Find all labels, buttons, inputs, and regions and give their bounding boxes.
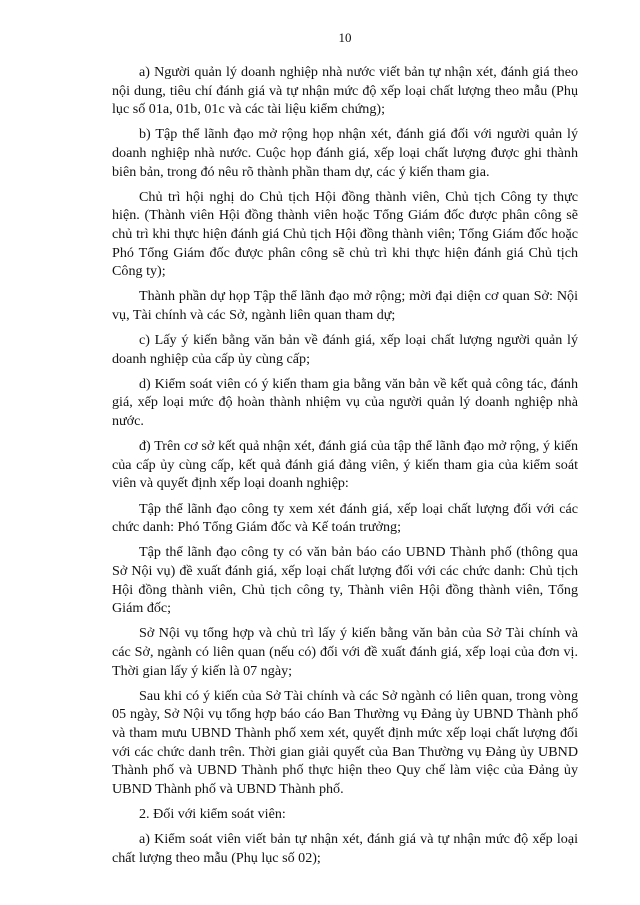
paragraph-attendees: Thành phần dự họp Tập thể lãnh đạo mở rộng; mời đại diện cơ quan Sở: Nội vụ, Tài chính và các Sở, ngành liên quan tham dự; [112, 288, 578, 323]
paragraph-1dd: đ) Trên cơ sở kết quả nhận xét, đánh giá của tập thể lãnh đạo mở rộng, ý kiến của cấp ủy cùng cấp, kết quả đánh giá đảng viên, ý kiến tham gia của kiểm soát viên và quyết định xếp loại doanh nghiệp: [112, 438, 578, 492]
paragraph-chair: Chủ trì hội nghị do Chủ tịch Hội đồng thành viên, Chủ tịch Công ty thực hiện. (Thành viên Hội đồng thành viên hoặc Tổng Giám đốc được phân công sẽ chủ trì khi thực hiện đánh giá Chủ tịch Hội đồng thành viên; Tổng Giám đốc hoặc Phó Tổng Giám đốc được phân công sẽ chủ trì khi thực hiện đánh giá Chủ tịch Công ty); [112, 188, 578, 280]
paragraph-decision: Sau khi có ý kiến của Sở Tài chính và các Sở ngành có liên quan, trong vòng 05 ngày, Sở Nội vụ tổng hợp báo cáo Ban Thường vụ Đảng ủy UBND Thành phố và tham mưu UBND Thành phố xem xét, quyết định mức xếp loại chất lượng đối với các chức danh trên. Thời gian giải quyết của Ban Thường vụ Đảng ủy UBND Thành phố và UBND Thành phố thực hiện theo Quy chế làm việc của Đảng ủy UBND Thành phố và UBND Thành phố. [112, 687, 578, 797]
paragraph-1b: b) Tập thể lãnh đạo mở rộng họp nhận xét, đánh giá đối với người quản lý doanh nghiệp nhà nước. Cuộc họp đánh giá, xếp loại chất lượng được ghi thành biên bản, trong đó nêu rõ thành phần tham dự, các ý kiến tham gia. [112, 126, 578, 180]
paragraph-1a: a) Người quản lý doanh nghiệp nhà nước viết bản tự nhận xét, đánh giá theo nội dung, tiêu chí đánh giá và tự nhận mức độ xếp loại chất lượng theo mẫu (Phụ lục số 01a, 01b, 01c và các tài liệu kiểm chứng); [112, 64, 578, 118]
section-heading-2: 2. Đối với kiểm soát viên: [139, 805, 286, 822]
paragraph-1d: d) Kiểm soát viên có ý kiến tham gia bằng văn bản về kết quả công tác, đánh giá, xếp loại mức độ hoàn thành nhiệm vụ của người quản lý doanh nghiệp nhà nước. [112, 375, 578, 430]
page-number: 10 [338, 30, 352, 45]
paragraph-2a: a) Kiểm soát viên viết bản tự nhận xét, đánh giá và tự nhận mức độ xếp loại chất lượng theo mẫu (Phụ lục số 02); [112, 831, 578, 866]
paragraph-consultation: Sở Nội vụ tổng hợp và chủ trì lấy ý kiến bằng văn bản của Sở Tài chính và các Sở, ngành có liên quan (nếu có) đối với đề xuất đánh giá, xếp loại của đơn vị. Thời gian lấy ý kiến là 07 ngày; [112, 625, 578, 679]
paragraph-report-ubnd: Tập thể lãnh đạo công ty có văn bản báo cáo UBND Thành phố (thông qua Sở Nội vụ) đề xuất đánh giá, xếp loại chất lượng đối với các chức danh: Chủ tịch Hội đồng thành viên, Chủ tịch công ty, Thành viên Hội đồng thành viên, Tổng Giám đốc; [112, 544, 578, 617]
paragraph-deputy-review: Tập thể lãnh đạo công ty xem xét đánh giá, xếp loại chất lượng đối với các chức danh: Phó Tổng Giám đốc và Kế toán trưởng; [112, 500, 578, 536]
document-body [112, 63, 578, 867]
paragraph-1c: c) Lấy ý kiến bằng văn bản về đánh giá, xếp loại chất lượng người quản lý doanh nghiệp của cấp ủy cùng cấp; [112, 332, 578, 367]
